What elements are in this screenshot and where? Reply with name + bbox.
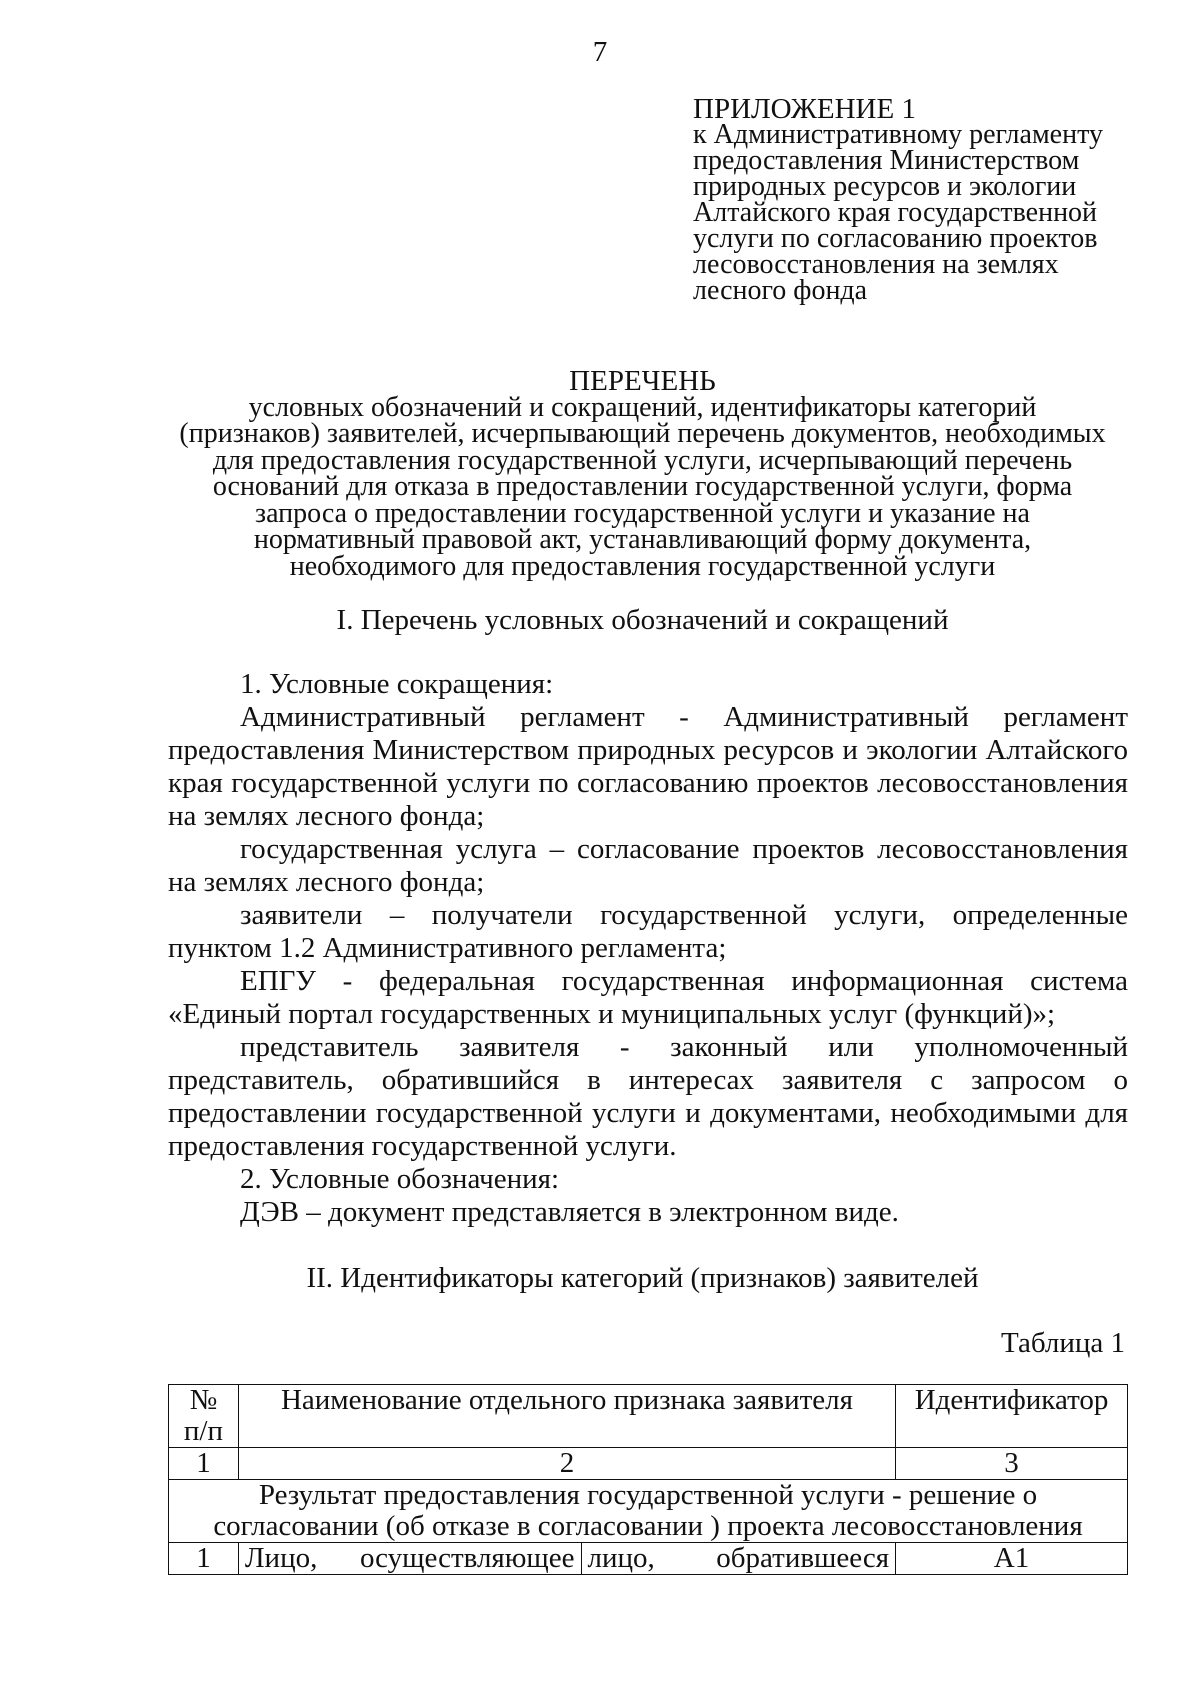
column-number-cell: 3 — [896, 1448, 1128, 1480]
appendix-block — [693, 93, 1173, 306]
heading-line: оснований для отказа в предоставлении государственной услуги, форма — [212, 471, 1073, 502]
heading-line: для предоставления государственной услуги, исчерпывающий перечень — [212, 444, 1073, 476]
group-row-cell: Результат предоставления государственной услуги - решение о согласовании (об отказе в согласовании ) проекта лесовосстановления — [169, 1480, 1128, 1543]
header-cell-name: Наименование отдельного признака заявителя — [238, 1385, 895, 1448]
section-1-title: I. Перечень условных обозначений и сокращений — [336, 604, 949, 636]
paragraph: представитель заявителя - законный или уполномоченный представитель, обратившийся в интересах заявителя с запросом о предоставлении государственной услуги и документами, необходимыми для предоставления государственной услуги. — [168, 1031, 1128, 1162]
appendix-line: предоставления Министерством — [693, 145, 1080, 176]
section-2-title: II. Идентификаторы категорий (признаков) заявителей — [306, 1262, 979, 1294]
page-number: 7 — [592, 36, 608, 68]
table-group-row — [169, 1480, 1128, 1543]
paragraph: Административный регламент - Административный регламент предоставления Министерством природных ресурсов и экологии Алтайского края государственной услуги по согласованию проектов лесовосстановления на землях лесного фонда; — [168, 701, 1128, 832]
appendix-line: услуги по согласованию проектов — [693, 223, 1098, 254]
appendix-line: Алтайского края государственной — [693, 197, 1098, 228]
appendix-line: лесовосстановления на землях — [693, 249, 1059, 280]
paragraph: ЕПГУ - федеральная государственная информационная система «Единый портал государственных и муниципальных услуг (функций)»; — [168, 965, 1128, 1030]
row-text-cell: лицо, обратившееся — [581, 1543, 896, 1575]
paragraph: государственная услуга – согласование проектов лесовосстановления на землях лесного фонда; — [168, 833, 1128, 898]
paragraph: 2. Условные обозначения: — [240, 1163, 560, 1195]
section-1-body — [168, 668, 1128, 1229]
column-number-cell: 2 — [238, 1448, 895, 1480]
row-number-cell: 1 — [169, 1543, 239, 1575]
appendix-line: к Административному регламенту — [693, 119, 1103, 150]
appendix-line: лесного фонда — [693, 275, 868, 306]
column-number-cell: 1 — [169, 1448, 239, 1480]
document-heading — [150, 365, 1135, 582]
table-header-row — [169, 1385, 1128, 1448]
table-caption: Таблица 1 — [1000, 1327, 1125, 1359]
paragraph: заявители – получатели государственной услуги, определенные пунктом 1.2 Административного регламента; — [168, 899, 1128, 964]
table-number-row — [169, 1448, 1128, 1480]
table-row — [169, 1543, 1128, 1575]
heading-line: (признаков) заявителей, исчерпывающий перечень документов, необходимых — [179, 418, 1106, 449]
heading-line: условных обозначений и сокращений, идентификаторы категорий — [248, 391, 1037, 423]
paragraph: ДЭВ – документ представляется в электронном виде. — [240, 1196, 899, 1228]
heading-title: ПЕРЕЧЕНЬ — [569, 365, 716, 397]
row-text-cell: Лицо, осуществляющее — [238, 1543, 581, 1575]
appendix-title: ПРИЛОЖЕНИЕ 1 — [693, 93, 916, 125]
applicant-categories-table — [168, 1384, 1128, 1575]
header-cell-id: Идентификатор — [896, 1385, 1128, 1448]
header-cell-number: № п/п — [169, 1385, 239, 1448]
heading-line: необходимого для предоставления государственной услуги — [289, 550, 996, 582]
row-id-cell: А1 — [896, 1543, 1128, 1575]
heading-line: нормативный правовой акт, устанавливающий форму документа, — [253, 524, 1032, 555]
heading-line: запроса о предоставлении государственной услуги и указание на — [255, 497, 1030, 529]
paragraph: 1. Условные сокращения: — [240, 668, 554, 700]
appendix-line: природных ресурсов и экологии — [693, 171, 1077, 202]
